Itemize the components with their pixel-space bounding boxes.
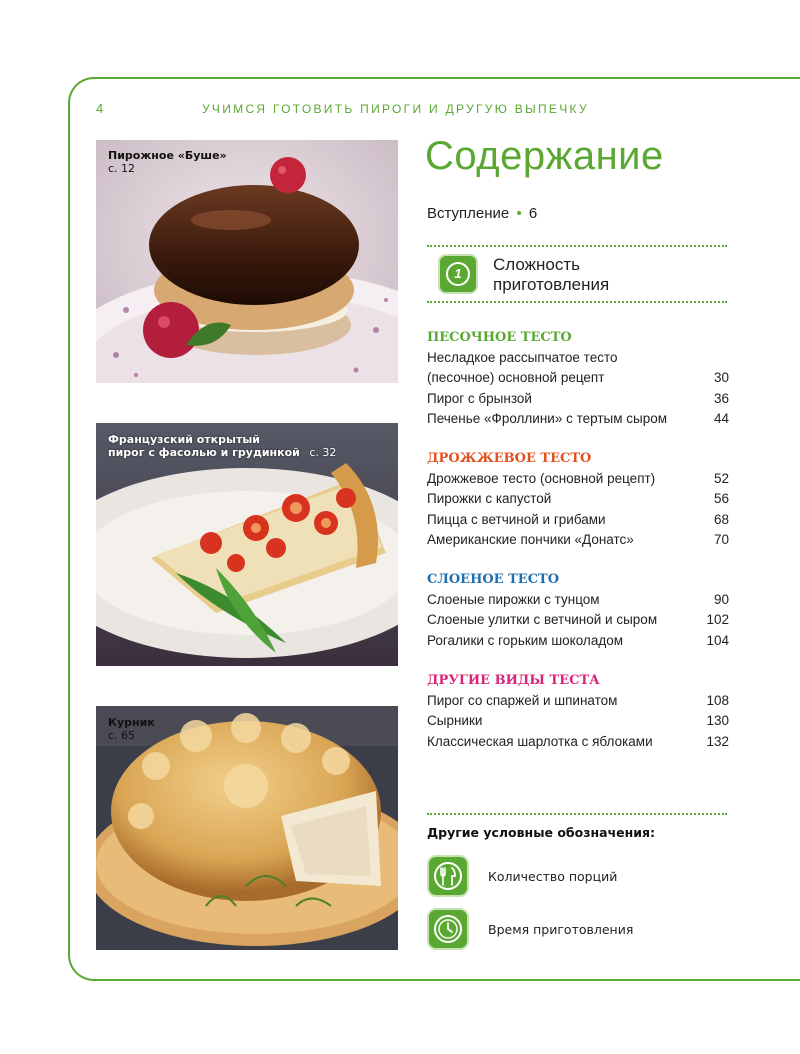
item-page: 56	[713, 491, 729, 507]
item-page: 132	[706, 733, 729, 749]
section-heading: ПЕСОЧНОЕ ТЕСТО	[427, 330, 572, 345]
item-title: Пирожки с капустой	[427, 491, 552, 507]
toc-item[interactable]	[427, 489, 729, 509]
toc-section	[427, 328, 729, 429]
item-page: 104	[706, 632, 729, 648]
divider	[427, 813, 727, 815]
photo-caption	[108, 149, 227, 175]
difficulty-line2: приготовления	[493, 275, 610, 294]
time-label: Время приготовления	[488, 922, 634, 937]
item-title: Рогалики с горьким шоколадом	[427, 632, 623, 648]
toc-item[interactable]	[427, 732, 729, 752]
photo-kurnik	[96, 706, 398, 950]
item-page	[705, 348, 729, 368]
photo-title: Пирожное «Буше»	[108, 149, 227, 162]
section-heading: СЛОЕНОЕ ТЕСТО	[427, 572, 560, 587]
item-page: 68	[713, 511, 729, 527]
section-heading: ДРУГИЕ ВИДЫ ТЕСТА	[427, 673, 600, 688]
toc-item[interactable]	[427, 389, 729, 409]
item-title: Слоеные пирожки с тунцом	[427, 592, 600, 607]
difficulty-number: 1	[446, 262, 470, 286]
toc-item[interactable]	[427, 711, 729, 731]
photo-caption	[108, 716, 155, 742]
item-page: 108	[706, 693, 729, 708]
section-heading: ДРОЖЖЕВОЕ ТЕСТО	[427, 451, 592, 466]
difficulty-label	[493, 255, 693, 295]
toc-section	[427, 671, 729, 752]
fork-knife-icon	[427, 855, 469, 897]
page-title: Содержание	[425, 134, 664, 178]
legend-title: Другие условные обозначения:	[427, 825, 656, 840]
item-title: (песочное) основной рецепт	[427, 370, 605, 386]
item-page: 90	[713, 592, 729, 607]
toc-item[interactable]	[427, 510, 729, 530]
toc-item[interactable]	[427, 610, 729, 630]
toc-item[interactable]	[427, 409, 729, 429]
divider	[427, 301, 727, 303]
toc-item[interactable]	[427, 469, 729, 489]
item-page: 70	[713, 531, 729, 547]
photo-quiche	[96, 423, 398, 666]
intro-bullet: •	[516, 205, 522, 222]
item-title: Сырники	[427, 713, 483, 729]
item-page: 44	[713, 410, 729, 426]
intro-entry[interactable]	[427, 205, 537, 222]
item-title: Пирог с брынзой	[427, 390, 532, 406]
toc-item[interactable]	[427, 368, 729, 388]
item-page: 36	[713, 390, 729, 406]
toc-item[interactable]	[427, 631, 729, 651]
divider	[427, 245, 727, 247]
item-title: Дрожжевое тесто (основной рецепт)	[427, 471, 656, 486]
item-title: Печенье «Фроллини» с тертым сыром	[427, 410, 668, 426]
photo-page: с. 65	[108, 729, 136, 742]
item-title: Пицца с ветчиной и грибами	[427, 511, 606, 527]
intro-label: Вступление	[427, 205, 510, 222]
toc-item[interactable]	[427, 691, 729, 711]
photo-page: с. 32	[309, 446, 337, 459]
item-title: Американские пончики «Донатс»	[427, 531, 634, 547]
intro-page: 6	[528, 205, 538, 222]
item-title: Пирог со спаржей и шпинатом	[427, 693, 618, 708]
photo-title-line2: пирог с фасолью и грудинкой	[108, 446, 300, 459]
toc-item[interactable]	[427, 530, 729, 550]
servings-label: Количество порций	[488, 869, 618, 884]
item-title: Слоеные улитки с ветчиной и сыром	[427, 612, 658, 628]
item-page: 130	[706, 713, 729, 729]
page-number: 4	[96, 101, 104, 116]
item-page: 52	[713, 471, 729, 486]
photo-bouche	[96, 140, 398, 383]
toc-section	[427, 449, 729, 550]
item-page: 102	[706, 612, 729, 628]
difficulty-icon	[438, 254, 478, 294]
running-title: УЧИМСЯ ГОТОВИТЬ ПИРОГИ И ДРУГУЮ ВЫПЕЧКУ	[202, 102, 589, 116]
toc-section	[427, 570, 729, 651]
photo-page: с. 12	[108, 162, 136, 175]
photo-title-line1: Французский открытый	[108, 433, 261, 446]
difficulty-line1: Сложность	[493, 255, 581, 274]
photo-title: Курник	[108, 716, 155, 729]
toc-item[interactable]	[427, 348, 729, 368]
clock-icon	[427, 908, 469, 950]
photo-caption	[108, 433, 336, 459]
toc-item[interactable]	[427, 590, 729, 610]
item-page: 30	[713, 370, 729, 386]
item-title: Несладкое рассыпчатое тесто	[427, 350, 618, 365]
item-title: Классическая шарлотка с яблоками	[427, 733, 653, 749]
